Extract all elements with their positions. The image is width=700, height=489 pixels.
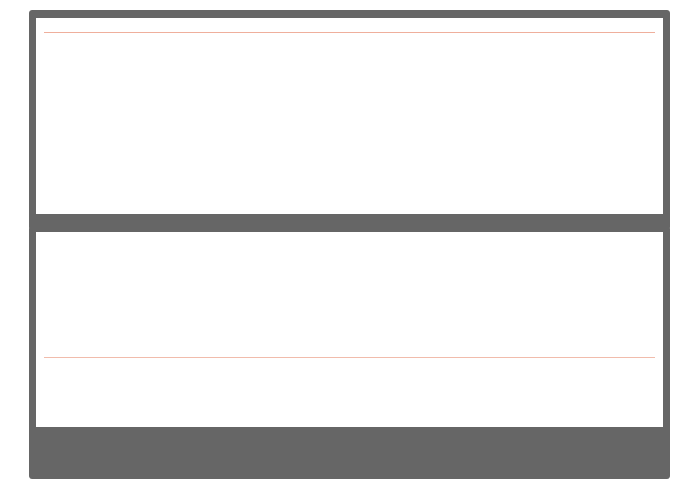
calendar-divider [44, 357, 655, 358]
top-page [36, 18, 663, 214]
bottom-page [36, 232, 663, 427]
header-divider [44, 32, 655, 33]
